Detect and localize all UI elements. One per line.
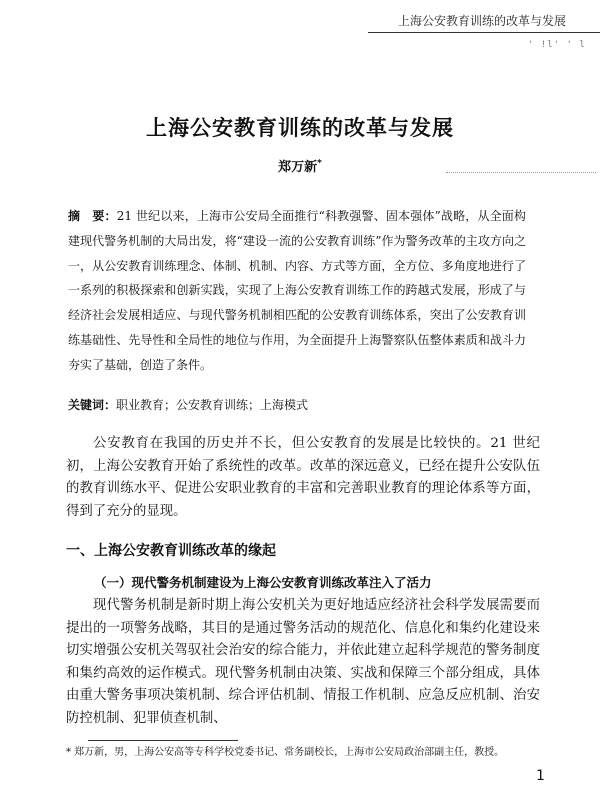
- keywords: [68, 396, 526, 413]
- keywords-label: 关键词：: [68, 398, 117, 412]
- page-number: 1: [536, 768, 545, 784]
- abstract: [68, 204, 526, 378]
- header-rule: [368, 32, 600, 33]
- paper-title: 上海公安教育训练的改革与发展: [146, 116, 454, 140]
- abstract-label: 摘 要：: [68, 209, 117, 223]
- footnote-rule: [88, 740, 238, 741]
- running-head: 上海公安教育训练的改革与发展: [397, 14, 566, 28]
- subsection-heading: （一）现代警务机制建设为上海公安教育训练改革注入了活力: [94, 575, 432, 590]
- body-paragraph-mechanism: 现代警务机制是新时期上海公安机关为更好地适应经济社会科学发展需要而提出的一项警务战略，其目的是通过警务活动的规范化、信息化和集约化建设来切实增强公安机关驾驭社会治安的综合能力，并依此建立起科学规范的警务制度和集约高效的运作模式。现代警务机制由决策、实战和保障三个部分组成，具体由重大警务事项决策机制、综合评估机制、情报工作机制、应急反应机制、治安防控机制、犯罪侦查机制、: [66, 598, 540, 726]
- section-heading: 一、上海公安教育训练改革的缘起: [66, 543, 276, 559]
- body-paragraph-intro: 公安教育在我国的历史并不长，但公安教育的发展是比较快的。21 世纪初，上海公安教育开始了系统性的改革。改革的深远意义，已经在提升公安队伍的教育训练水平、促进公安职业教育的丰富和完善职业教育的理论体系等方面，得到了充分的显现。: [66, 436, 540, 519]
- abstract-text: 21 世纪以来，上海市公安局全面推行“科教强警、固本强体”战略，从全面构建现代警务机制的大局出发，将“建设一流的公安教育训练”作为警务改革的主攻方向之一，从公安教育训练理念、体制、机制、内容、方式等方面，全方位、多角度地进行了一系列的积极探索和创新实践，实现了上海公安教育训练工作的跨越式发展，形成了与经济社会发展相适应、与现代警务机制相匹配的公安教育训练体系，突出了公安教育训练基础性、先导性和全局性的地位与作用，为全面提升上海警察队伍整体素质和战斗力夯实了基础，创造了条件。: [68, 209, 526, 372]
- scan-artifact: ' !l' ' l: [528, 40, 586, 50]
- keywords-text: 职业教育；公安教育训练；上海模式: [116, 398, 309, 412]
- author-name: 郑万新: [278, 160, 318, 175]
- footnote: * 郑万新，男，上海公安高等专科学校党委书记、常务副校长，上海市公安局政治部副主任，教授。: [66, 747, 505, 758]
- author-note-mark: *: [317, 158, 322, 169]
- author-line: [0, 156, 600, 175]
